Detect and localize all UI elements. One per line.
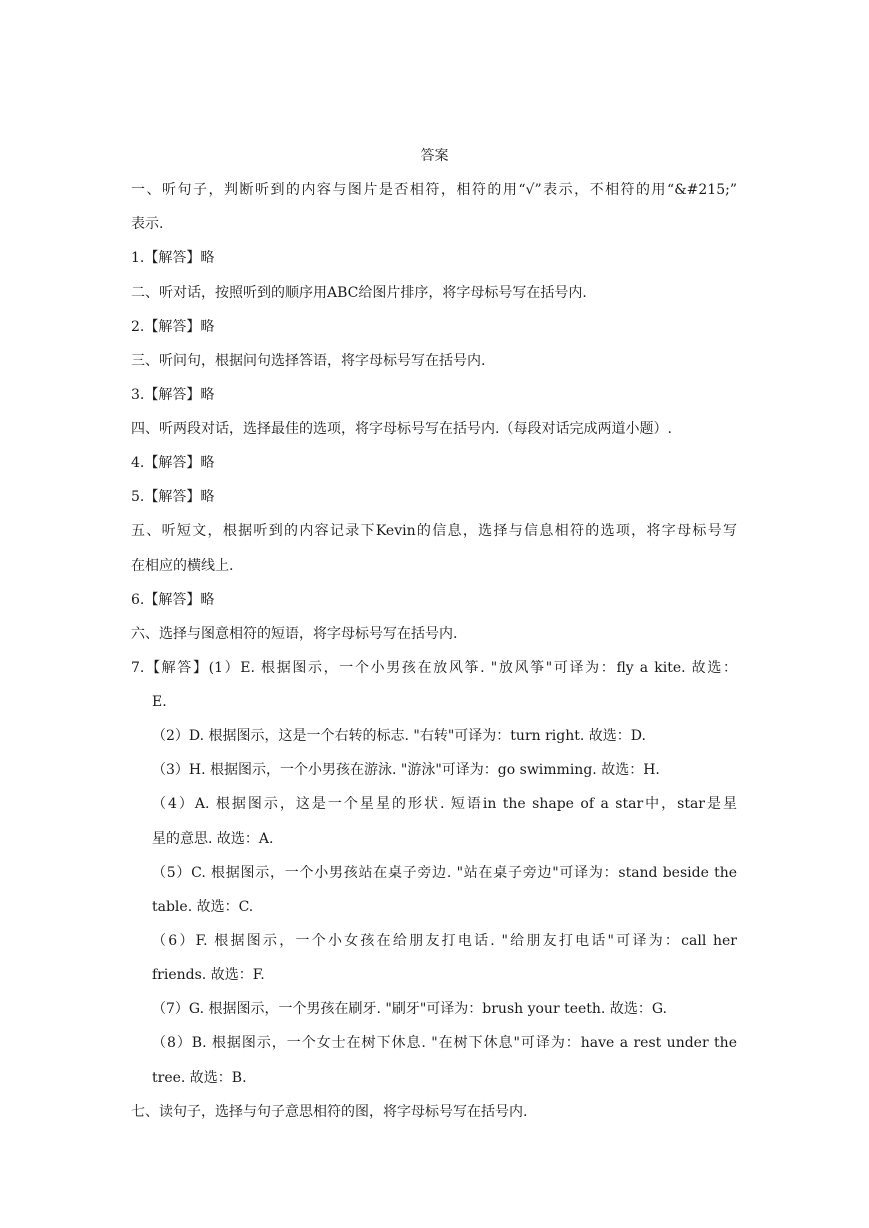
section-6-heading: 六、选择与图意相符的短语，将字母标号写在括号内. — [131, 626, 458, 642]
answer-7-item-3: （3）H. 根据图示，一个小男孩在游泳. "游泳"可译为：go swimming. 故选：H. — [152, 762, 660, 778]
answer-7-item-2: （2）D. 根据图示，这是一个右转的标志. "右转"可译为：turn right. 故选：D. — [152, 728, 646, 744]
section-3-heading: 三、听问句，根据问句选择答语，将字母标号写在括号内. — [131, 353, 486, 369]
answer-4: 4.【解答】略 — [131, 455, 215, 471]
answer-7-item-5-continued: table. 故选：C. — [152, 899, 254, 915]
answer-5: 5.【解答】略 — [131, 489, 215, 505]
answer-7-item-7: （7）G. 根据图示，一个男孩在刷牙. "刷牙"可译为：brush your teeth. 故选：G. — [152, 1001, 667, 1017]
section-4-heading: 四、听两段对话，选择最佳的选项，将字母标号写在括号内.（每段对话完成两道小题）. — [131, 421, 672, 437]
section-5-heading: 五、听短文，根据听到的内容记录下Kevin的信息，选择与信息相符的选项，将字母标号写 — [131, 523, 737, 539]
answer-7-item-1-continued: E. — [152, 694, 167, 710]
answer-7-item-8: （8）B. 根据图示，一个女士在树下休息. "在树下休息"可译为：have a rest under the — [152, 1035, 737, 1051]
answer-7-item-5: （5）C. 根据图示，一个小男孩站在桌子旁边. "站在桌子旁边"可译为：stand beside the — [152, 865, 737, 881]
answer-3: 3.【解答】略 — [131, 387, 215, 403]
page-title: 答案 — [420, 148, 449, 164]
section-7-heading: 七、读句子，选择与句子意思相符的图，将字母标号写在括号内. — [131, 1104, 528, 1120]
answer-1: 1.【解答】略 — [131, 250, 215, 266]
answer-6: 6.【解答】略 — [131, 592, 215, 608]
answer-2: 2.【解答】略 — [131, 319, 215, 335]
answer-7-item-1: 7.【解答】(1）E. 根据图示，一个小男孩在放风筝. "放风筝"可译为：fly a kite. 故选： — [131, 660, 737, 676]
section-1-heading: 一、听句子，判断听到的内容与图片是否相符，相符的用“√”表示，不相符的用“&#215;” — [131, 182, 737, 198]
answer-7-item-4: （4）A. 根据图示，这是一个星星的形状. 短语in the shape of a star中，star是星 — [152, 796, 737, 812]
section-1-heading-continued: 表示. — [131, 216, 164, 232]
answer-7-item-4-continued: 星的意思. 故选：A. — [152, 831, 274, 847]
answer-7-item-6: （6）F. 根据图示，一个小女孩在给朋友打电话. "给朋友打电话"可译为：call her — [152, 933, 737, 949]
section-5-heading-continued: 在相应的横线上. — [131, 558, 234, 574]
section-2-heading: 二、听对话，按照听到的顺序用ABC给图片排序，将字母标号写在括号内. — [131, 285, 587, 301]
answer-7-item-6-continued: friends. 故选：F. — [152, 967, 265, 983]
answer-7-item-8-continued: tree. 故选：B. — [152, 1070, 247, 1086]
